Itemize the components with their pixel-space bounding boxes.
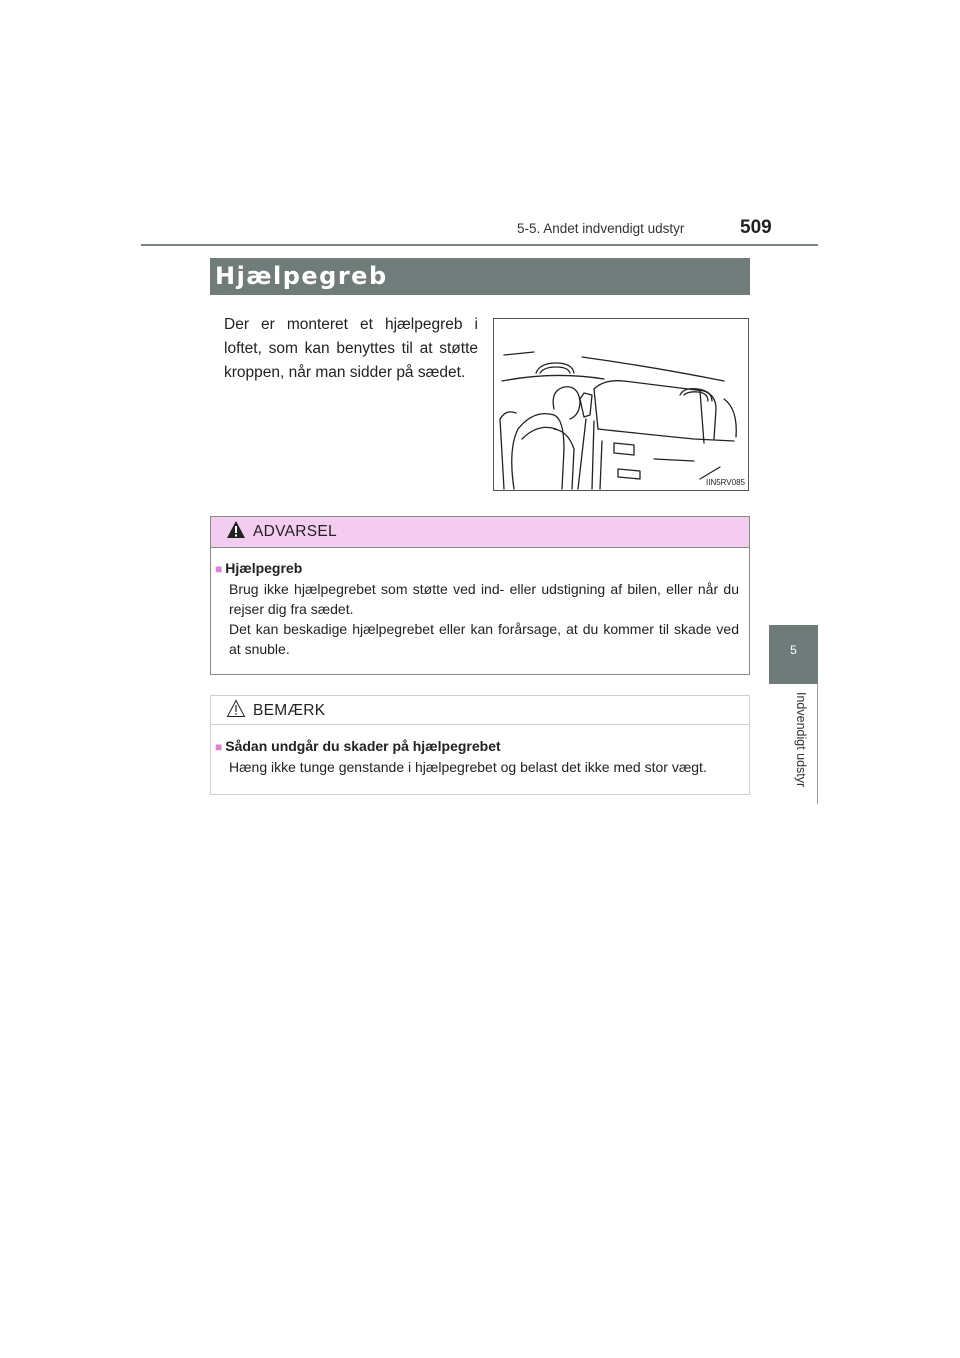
section-title: Hjælpegreb [215, 262, 388, 290]
warning-box [210, 516, 750, 675]
header-rule [141, 244, 818, 246]
intro-paragraph: Der er monteret et hjælpegreb i loftet, som kan benyttes til at støtte kroppen, når man sidder på sædet. [224, 316, 478, 381]
page-number: 509 [740, 217, 772, 238]
warning-heading: ADVARSEL [253, 523, 337, 540]
car-interior-drawing [494, 319, 748, 490]
notice-header [211, 696, 749, 725]
chapter-tab-rule [817, 684, 818, 804]
section-title-bar [210, 258, 750, 295]
notice-box [210, 695, 750, 795]
notice-item-title: Sådan undgår du skader på hjælpegrebet [225, 738, 501, 754]
running-header-section: 5-5. Andet indvendigt udstyr [517, 221, 685, 236]
assist-grip-illustration [493, 318, 749, 491]
warning-triangle-icon [226, 520, 246, 539]
square-bullet-icon: ■ [215, 562, 223, 576]
notice-heading: BEMÆRK [253, 702, 326, 719]
warning-header [211, 517, 749, 548]
caution-triangle-outline-icon [226, 699, 246, 718]
square-bullet-icon: ■ [215, 740, 223, 754]
chapter-tab: 5 [769, 625, 818, 684]
warning-item-title: Hjælpegreb [225, 560, 303, 576]
warning-item-text-2: Det kan beskadige hjælpegrebet eller kan forårsage, at du kommer til skade ved at snuble. [229, 621, 739, 657]
figure-code: IIN5RV085 [706, 478, 745, 487]
chapter-label: Indvendigt udstyr [794, 692, 808, 788]
warning-item [215, 558, 739, 659]
notice-item [215, 736, 739, 777]
notice-item-text: Hæng ikke tunge genstande i hjælpegrebet og belast det ikke med stor vægt. [229, 759, 707, 775]
warning-item-text-1: Brug ikke hjælpegrebet som støtte ved ind- eller udstigning af bilen, eller når du rejser dig fra sædet. [229, 581, 739, 617]
